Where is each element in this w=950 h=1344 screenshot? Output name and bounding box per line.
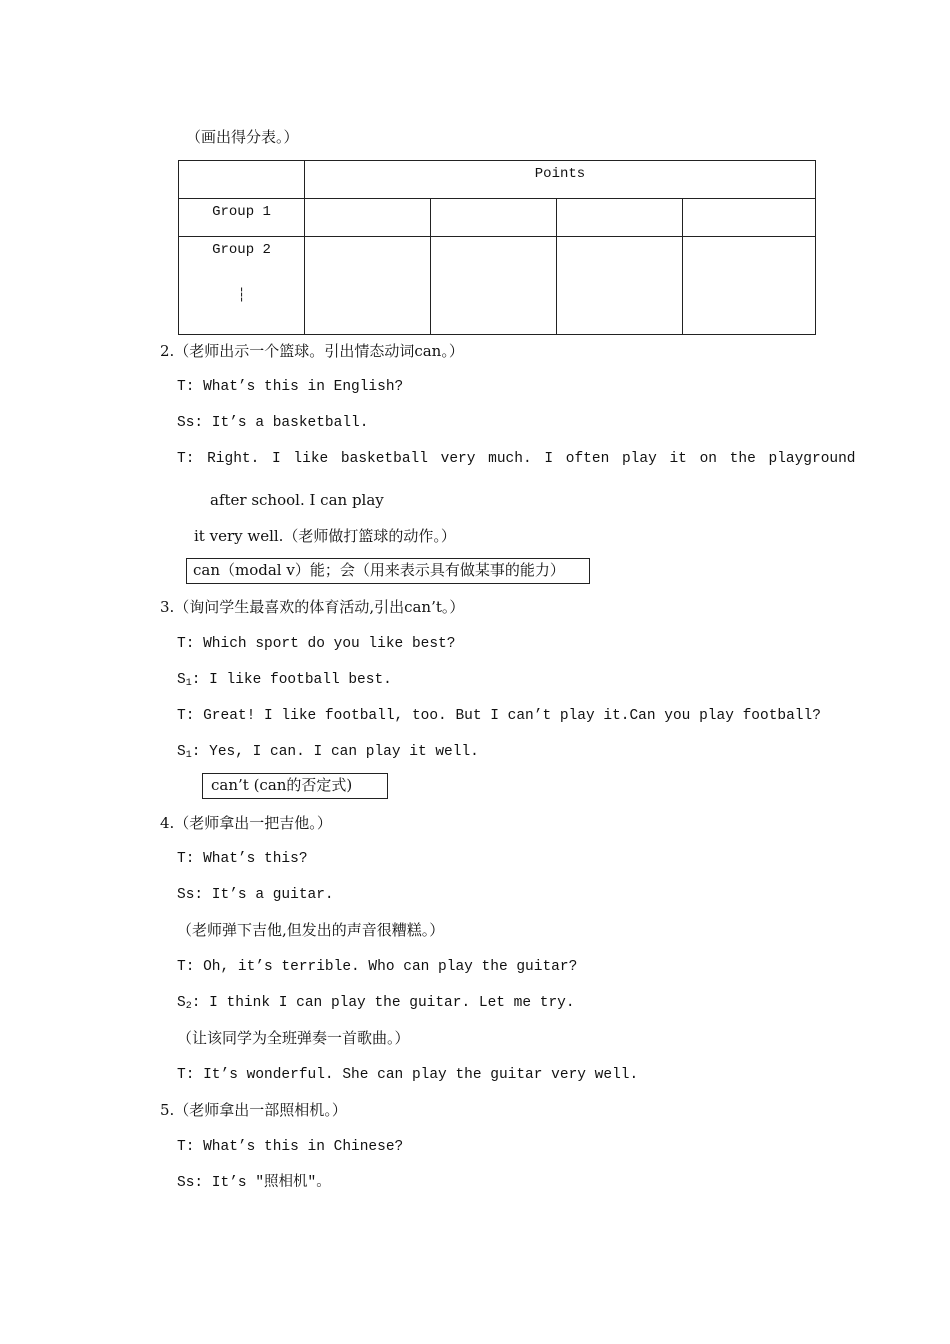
stage-direction: （让该同学为全班弹奏一首歌曲。） <box>177 1029 410 1047</box>
section-5-title: 5.（老师拿出一部照相机。） <box>160 1101 347 1119</box>
score-table <box>178 160 816 335</box>
dialogue-line: after school. I can play <box>210 491 384 509</box>
score-cell <box>305 237 431 335</box>
dialogue-line: it very well.（老师做打篮球的动作。） <box>194 527 456 545</box>
dialogue-line: T: Great! I like football, too. But I can’t play it.Can you play football? <box>177 708 821 724</box>
score-cell <box>683 237 816 335</box>
dialogue-line: T: What’s this in Chinese? <box>177 1139 404 1155</box>
dialogue-line: Ss: It’s "照相机"。 <box>177 1175 331 1191</box>
corner-cell <box>179 161 305 199</box>
dialogue-line: T: Oh, it’s terrible. Who can play the guitar? <box>177 959 578 975</box>
group-2-label: Group 2 <box>212 242 271 258</box>
points-header: Points <box>305 161 816 199</box>
dialogue-line: T: It’s wonderful. She can play the guitar very well. <box>177 1067 639 1083</box>
dialogue-line: $S_1$: I like football best. <box>177 672 392 689</box>
dialogue-line: T: What’s this? <box>177 851 308 867</box>
group-2-cell <box>179 237 305 335</box>
dialogue-line: Ss: It’s a guitar. <box>177 887 334 903</box>
vocab-box-cant: can’t (can的否定式) <box>202 773 388 799</box>
vocab-box-can: can（modal v）能；会（用来表示具有做某事的能力） <box>186 558 590 584</box>
dialogue-line: T: Which sport do you like best? <box>177 636 456 652</box>
score-cell <box>431 237 557 335</box>
score-cell <box>557 237 683 335</box>
section-4-title: 4.（老师拿出一把吉他。） <box>160 814 332 832</box>
dialogue-line: T: Right. I like basketball very much. I often play it on the playground <box>177 451 856 467</box>
section-3-title: 3.（询问学生最喜欢的体育活动,引出can’t。） <box>160 598 465 616</box>
section-2-title: 2.（老师出示一个篮球。引出情态动词can。） <box>160 342 464 360</box>
dialogue-line: Ss: It’s a basketball. <box>177 415 369 431</box>
score-cell <box>431 199 557 237</box>
dialogue-line: $S_1$: Yes, I can. I can play it well. <box>177 744 479 761</box>
score-cell <box>305 199 431 237</box>
dialogue-line: T: What’s this in English? <box>177 379 404 395</box>
dialogue-line: $S_2$: I think I can play the guitar. Let me try. <box>177 995 575 1012</box>
score-cell <box>557 199 683 237</box>
score-cell <box>683 199 816 237</box>
ellipsis-mark: ┆ <box>237 288 246 303</box>
stage-direction: （老师弹下吉他,但发出的声音很糟糕。） <box>177 921 445 939</box>
group-1-label: Group 1 <box>179 199 305 237</box>
intro-note: （画出得分表。） <box>186 128 299 146</box>
